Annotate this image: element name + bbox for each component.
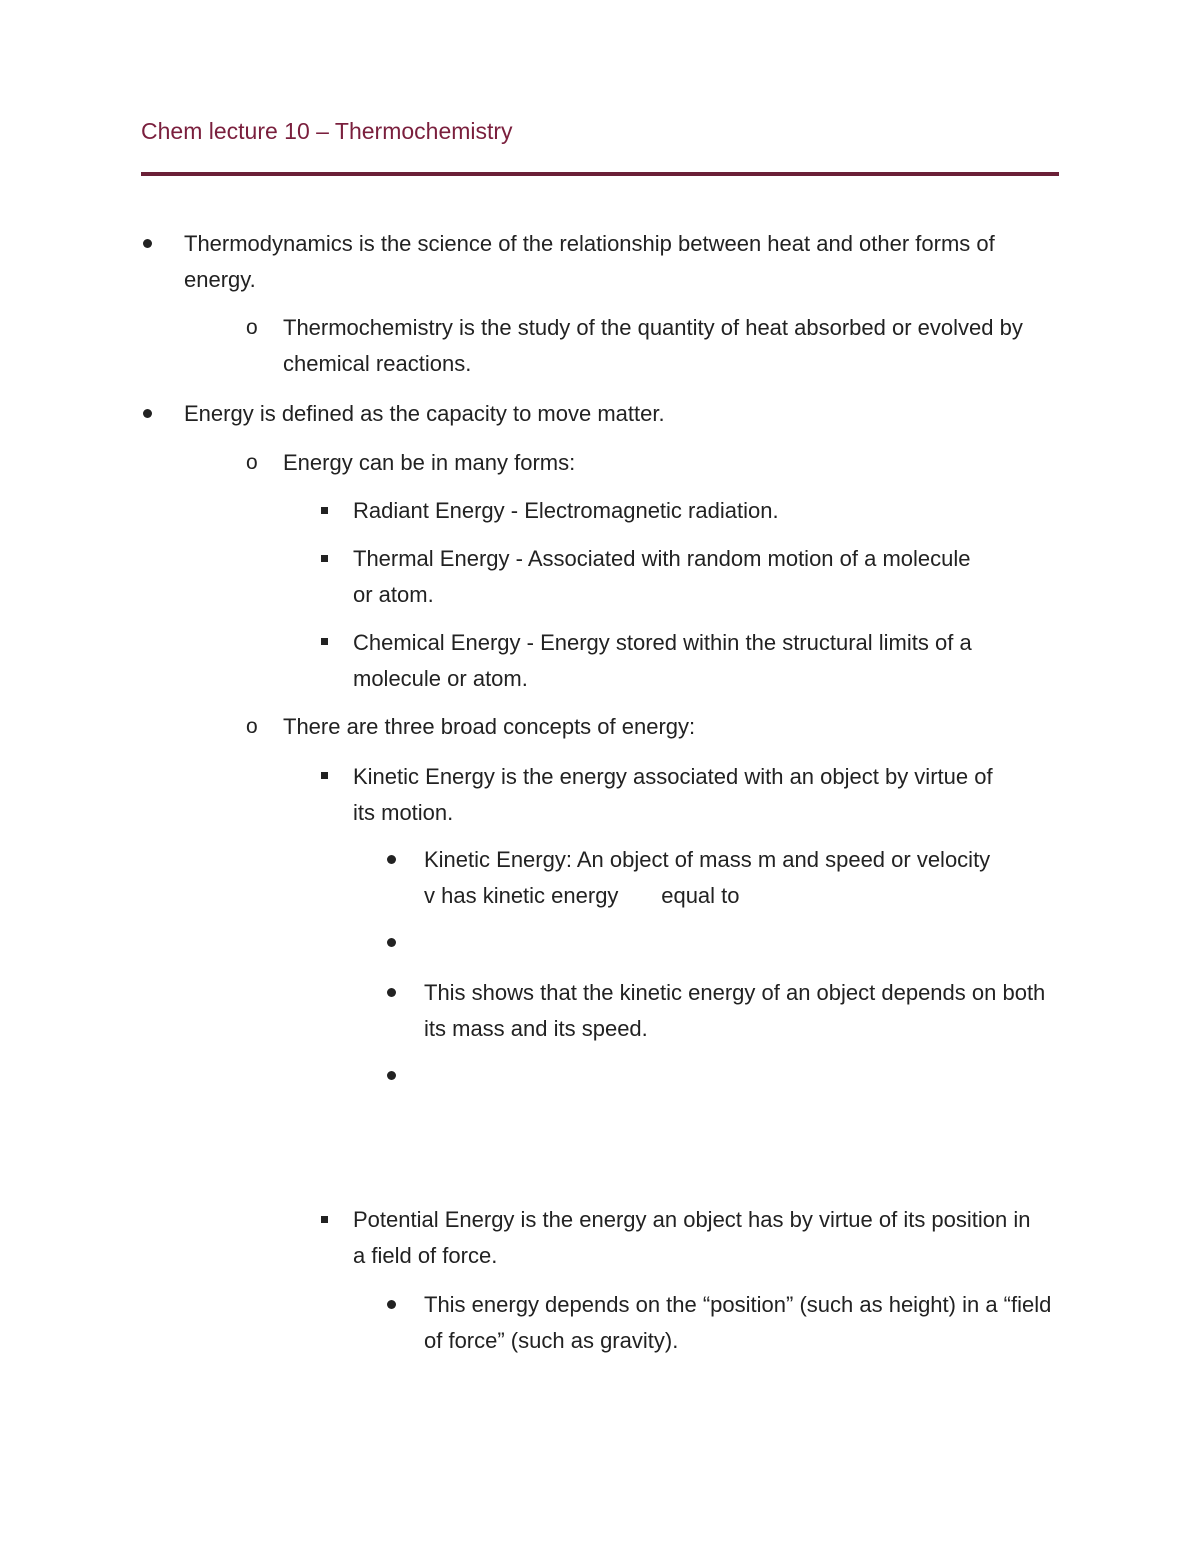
bullet-square-icon — [321, 772, 328, 779]
list-item: Kinetic Energy is the energy associated with an object by virtue of its motion. — [353, 764, 993, 825]
list-item: Thermochemistry is the study of the quantity of heat absorbed or evolved by chemical reactions. — [283, 315, 1023, 376]
list-item: Potential Energy is the energy an object has by virtue of its position in a field of force. — [353, 1207, 1031, 1268]
bullet-circle-icon: o — [246, 316, 258, 339]
bullet-dot-icon — [143, 239, 152, 248]
bullet-dot-icon — [387, 855, 396, 864]
bullet-circle-icon: o — [246, 451, 258, 474]
list-item: Radiant Energy - Electromagnetic radiation. — [353, 498, 779, 523]
list-item: Energy can be in many forms: — [283, 450, 576, 475]
bullet-square-icon — [321, 507, 328, 514]
bullet-square-icon — [321, 555, 328, 562]
bullet-circle-icon: o — [246, 715, 258, 738]
list-item: This energy depends on the “position” (such as height) in a “field of force” (such as gravity). — [424, 1292, 1052, 1353]
bullet-dot-icon — [387, 1300, 396, 1309]
bullet-dot-icon — [387, 938, 396, 947]
list-item: Thermal Energy - Associated with random motion of a molecule or atom. — [353, 546, 971, 607]
list-item: Energy is defined as the capacity to move matter. — [184, 401, 665, 426]
bullet-square-icon — [321, 1216, 328, 1223]
list-item: Thermodynamics is the science of the relationship between heat and other forms of energy. — [184, 231, 995, 292]
bullet-dot-icon — [387, 988, 396, 997]
list-item: Kinetic Energy: An object of mass m and speed or velocity v has kinetic energy equal to — [424, 847, 997, 908]
title-divider — [141, 172, 1059, 176]
bullet-square-icon — [321, 638, 328, 645]
list-item: Chemical Energy - Energy stored within the structural limits of a molecule or atom. — [353, 630, 972, 691]
bullet-dot-icon — [143, 409, 152, 418]
page-title: Chem lecture 10 – Thermochemistry — [141, 118, 513, 144]
list-item: There are three broad concepts of energy: — [283, 714, 696, 739]
list-item: This shows that the kinetic energy of an object depends on both its mass and its speed. — [424, 980, 1046, 1041]
bullet-dot-icon — [387, 1071, 396, 1080]
